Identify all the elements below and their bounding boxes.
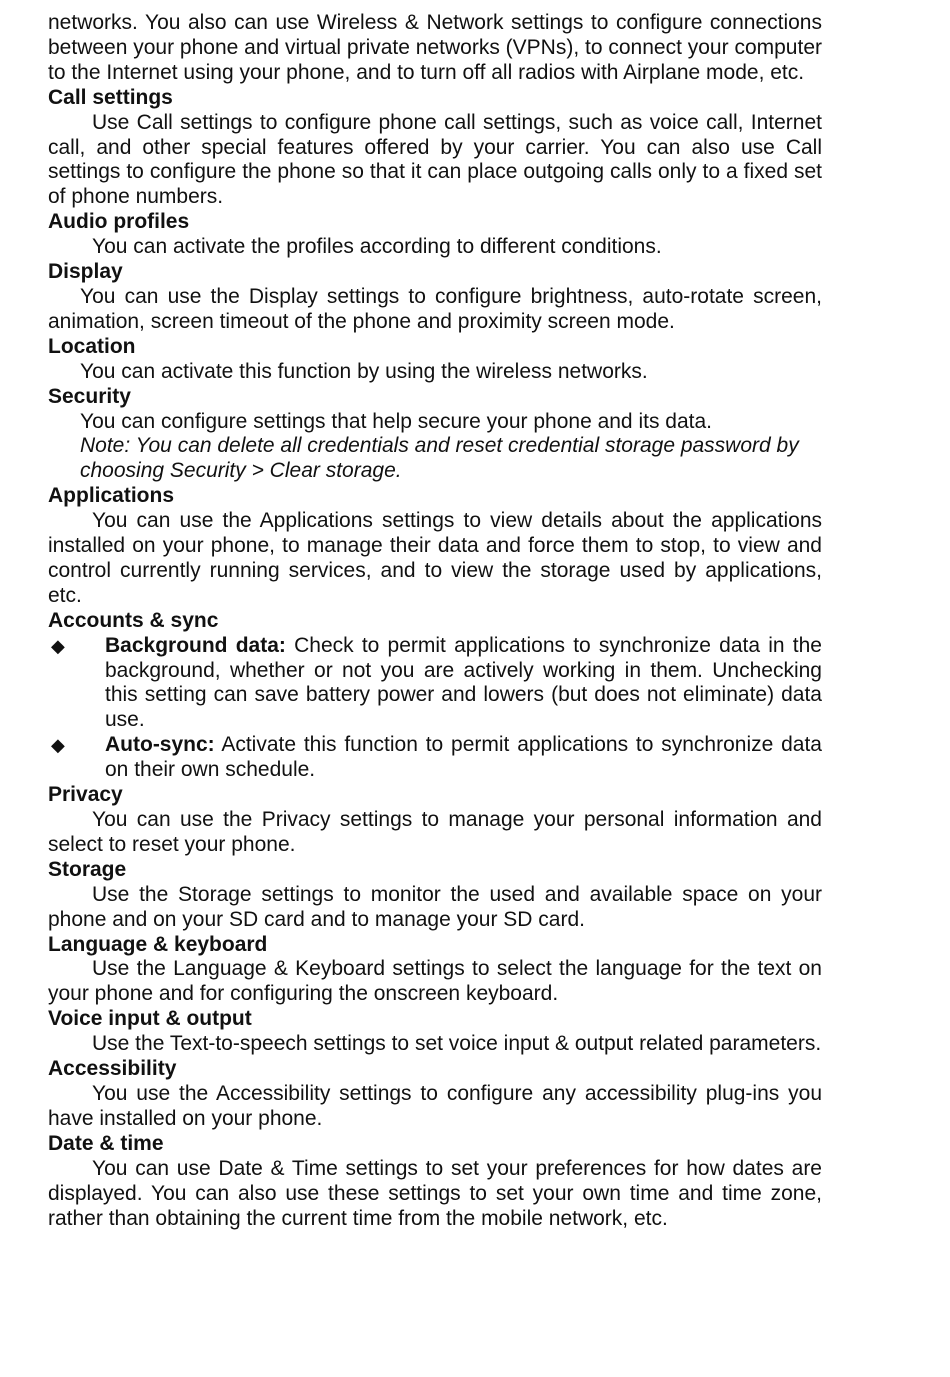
display-heading: Display: [48, 260, 123, 284]
bullet-auto-sync: [48, 733, 822, 783]
security-note: Note: You can delete all credentials and reset credential storage password by choosing Security > Clear storage.: [80, 434, 799, 483]
diamond-bullet-icon: ◆: [51, 735, 65, 756]
audio-profiles-paragraph: You can activate the profiles according to different conditions.: [92, 235, 662, 259]
storage-heading: Storage: [48, 857, 127, 881]
applications-heading: Applications: [48, 484, 175, 508]
security-paragraph: You can configure settings that help secure your phone and its data.: [80, 409, 712, 433]
intro-paragraph: networks. You also can use Wireless & Network settings to configure connections between your phone and virtual private networks (VPNs), to connect your computer to the Internet using your phone, and to turn off all radios with Airplane mode, etc.: [48, 11, 822, 84]
bullet-label: Auto-sync:: [105, 733, 215, 757]
voice-io-paragraph: Use the Text-to-speech settings to set voice input & output related parameters.: [92, 1032, 822, 1056]
diamond-bullet-icon: ◆: [51, 635, 65, 656]
call-settings-heading: Call settings: [48, 85, 173, 109]
applications-paragraph: You can use the Applications settings to view details about the applications installed on your phone, to manage their data and force them to stop, to view and control currently running services, and to view the storage used by applications, etc.: [48, 509, 822, 607]
language-keyboard-paragraph: Use the Language & Keyboard settings to select the language for the text on your phone and for configuring the onscreen keyboard.: [48, 957, 822, 1006]
location-heading: Location: [48, 334, 136, 358]
call-settings-paragraph: Use Call settings to configure phone call settings, such as voice call, Internet call, and other special features offered by your carrier. You can also use Call settings to configure the phone so that it can place outgoing calls only to a fixed set of phone numbers.: [48, 110, 822, 209]
accounts-sync-heading: Accounts & sync: [48, 608, 219, 632]
display-paragraph: You can use the Display settings to configure brightness, auto-rotate screen, animation, screen timeout of the phone and proximity screen mode.: [48, 284, 822, 333]
voice-io-heading: Voice input & output: [48, 1007, 252, 1031]
language-keyboard-heading: Language & keyboard: [48, 932, 268, 956]
security-heading: Security: [48, 384, 131, 408]
audio-profiles-heading: Audio profiles: [48, 210, 190, 234]
bullet-label: Background data:: [105, 633, 286, 657]
accessibility-heading: Accessibility: [48, 1057, 177, 1081]
document-page: [48, 11, 822, 1231]
date-time-paragraph: You can use Date & Time settings to set your preferences for how dates are displayed. You can also use these settings to set your own time and time zone, rather than obtaining the current time from the mobile network, etc.: [48, 1156, 822, 1230]
privacy-heading: Privacy: [48, 783, 123, 807]
bullet-text: Check to permit applications to synchronize data in the background, whether or not you are actively working in them. Unchecking this setting can save battery power and lowers (but does not eliminate) data use.: [105, 633, 822, 732]
accessibility-paragraph: You use the Accessibility settings to configure any accessibility plug-ins you have installed on your phone.: [48, 1081, 822, 1130]
bullet-text: Activate this function to permit applications to synchronize data on their own schedule.: [105, 733, 822, 782]
bullet-background-data: [48, 634, 822, 734]
privacy-paragraph: You can use the Privacy settings to manage your personal information and select to reset your phone.: [48, 808, 822, 856]
location-paragraph: You can activate this function by using the wireless networks.: [80, 359, 648, 383]
storage-paragraph: Use the Storage settings to monitor the used and available space on your phone and on your SD card and to manage your SD card.: [48, 882, 822, 931]
date-time-heading: Date & time: [48, 1131, 164, 1155]
